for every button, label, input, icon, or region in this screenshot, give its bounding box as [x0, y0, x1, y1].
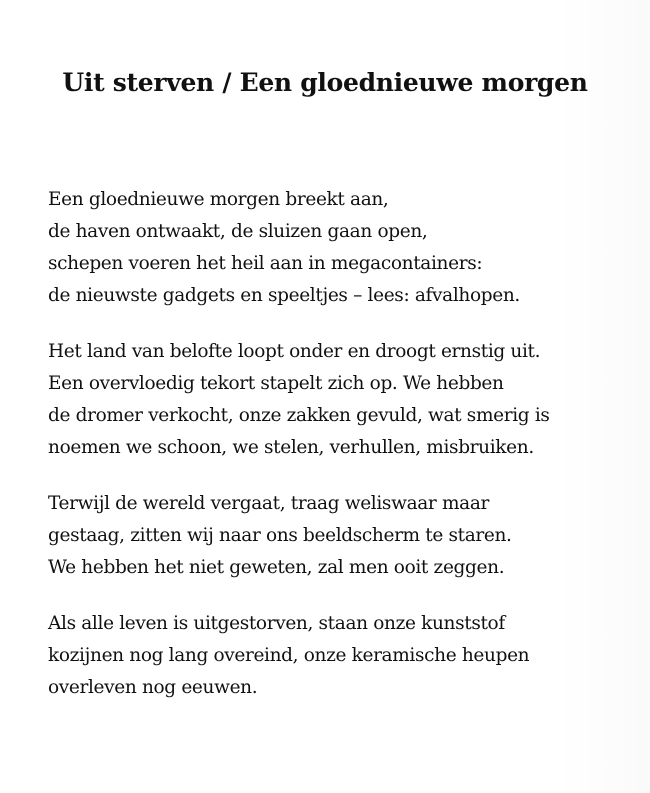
- poem-line: Als alle leven is uitgestorven, staan onze kunststof: [48, 613, 505, 634]
- poem-line: We hebben het niet geweten, zal men ooit zeggen.: [48, 557, 505, 578]
- poem-line: Terwijl de wereld vergaat, traag weliswaar maar: [48, 493, 489, 514]
- stanza-3: [48, 488, 638, 584]
- stanza-1: [48, 184, 638, 312]
- stanza-4: [48, 608, 638, 704]
- poem-line: de haven ontwaakt, de sluizen gaan open,: [48, 221, 428, 242]
- poem-body: [48, 184, 638, 728]
- poem-line: overleven nog eeuwen.: [48, 677, 258, 698]
- poem-line: de nieuwste gadgets en speeltjes – lees: afvalhopen.: [48, 285, 520, 306]
- poem-title: Uit sterven / Een gloednieuwe morgen: [62, 67, 588, 97]
- poem-line: Een overvloedig tekort stapelt zich op. We hebben: [48, 373, 504, 394]
- poem-line: Het land van belofte loopt onder en droogt ernstig uit.: [48, 341, 541, 362]
- stanza-2: [48, 336, 638, 464]
- poem-line: gestaag, zitten wij naar ons beeldscherm te staren.: [48, 525, 512, 546]
- poem-line: de dromer verkocht, onze zakken gevuld, wat smerig is: [48, 405, 550, 426]
- poem-line: Een gloednieuwe morgen breekt aan,: [48, 189, 389, 210]
- poem-line: noemen we schoon, we stelen, verhullen, misbruiken.: [48, 437, 534, 458]
- poem-line: schepen voeren het heil aan in megacontainers:: [48, 253, 483, 274]
- poem-line: kozijnen nog lang overeind, onze keramische heupen: [48, 645, 530, 666]
